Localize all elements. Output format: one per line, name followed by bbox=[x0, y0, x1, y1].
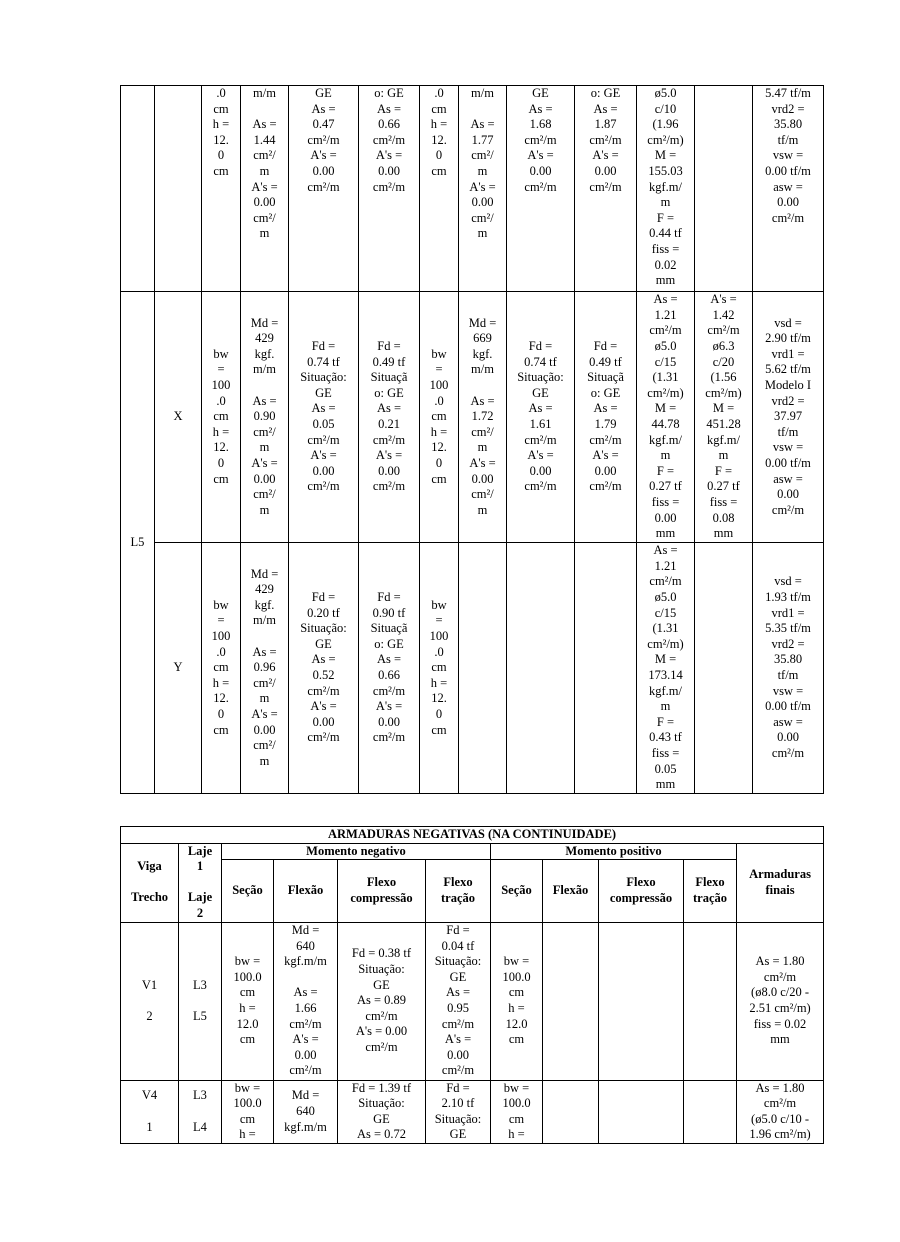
header-momento-positivo: Momento positivo bbox=[491, 843, 737, 860]
table-cell bbox=[543, 1080, 599, 1143]
header-viga: Viga Trecho bbox=[121, 843, 179, 922]
table-cell: o: GE As = 1.87 cm²/m A's = 0.00 cm²/m bbox=[575, 86, 637, 292]
table-cell: A's = 1.42 cm²/m ø6.3 c/20 (1.56 cm²/m) M = 451.28 kgf.m/ m F = 0.27 tf fiss = 0.08 mm bbox=[695, 292, 753, 543]
table-cell bbox=[695, 86, 753, 292]
table-cell bbox=[575, 543, 637, 794]
header-flexo-compressao: Flexo compressão bbox=[599, 860, 684, 922]
header-flexo-tracao: Flexo tração bbox=[684, 860, 737, 922]
table-cell: vsd = 1.93 tf/m vrd1 = 5.35 tf/m vrd2 = 35.80 tf/m vsw = 0.00 tf/m asw = 0.00 cm²/m bbox=[753, 543, 824, 794]
slab-label: L5 bbox=[121, 292, 155, 794]
table-cell: o: GE As = 0.66 cm²/m A's = 0.00 cm²/m bbox=[359, 86, 420, 292]
table-cell: Fd = 0.49 tf Situaçã o: GE As = 1.79 cm²/m A's = 0.00 cm²/m bbox=[575, 292, 637, 543]
table-cell: bw = 100.0 cm h = 12.0 cm bbox=[222, 922, 274, 1080]
laje-cell: L3 L4 bbox=[179, 1080, 222, 1143]
table-row bbox=[121, 543, 824, 794]
viga-cell: V4 1 bbox=[121, 1080, 179, 1143]
slab-reinforcement-table bbox=[120, 85, 824, 794]
table-cell: Fd = 1.39 tf Situação: GE As = 0.72 bbox=[338, 1080, 426, 1143]
table-cell bbox=[684, 922, 737, 1080]
table-cell: As = 1.21 cm²/m ø5.0 c/15 (1.31 cm²/m) M = 44.78 kgf.m/ m F = 0.27 tf fiss = 0.00 mm bbox=[637, 292, 695, 543]
viga-cell: V1 2 bbox=[121, 922, 179, 1080]
table-cell bbox=[543, 922, 599, 1080]
table-cell: Fd = 0.20 tf Situação: GE As = 0.52 cm²/m A's = 0.00 cm²/m bbox=[289, 543, 359, 794]
header-flexao: Flexão bbox=[543, 860, 599, 922]
header-laje: Laje 1 Laje 2 bbox=[179, 843, 222, 922]
table-cell: ø5.0 c/10 (1.96 cm²/m) M = 155.03 kgf.m/ m F = 0.44 tf fiss = 0.02 mm bbox=[637, 86, 695, 292]
table-cell bbox=[155, 86, 202, 292]
header-secao: Seção bbox=[491, 860, 543, 922]
header-flexao: Flexão bbox=[274, 860, 338, 922]
table-row bbox=[121, 292, 824, 543]
table-cell bbox=[599, 1080, 684, 1143]
table-cell: bw = 100.0 cm h = 12.0 cm bbox=[491, 922, 543, 1080]
table-cell: m/m As = 1.77 cm²/ m A's = 0.00 cm²/ m bbox=[459, 86, 507, 292]
table-cell bbox=[599, 922, 684, 1080]
table-cell: vsd = 2.90 tf/m vrd1 = 5.62 tf/m Modelo I vrd2 = 37.97 tf/m vsw = 0.00 tf/m asw = 0.00 cm²/m bbox=[753, 292, 824, 543]
table-cell: As = 1.21 cm²/m ø5.0 c/15 (1.31 cm²/m) M = 173.14 kgf.m/ m F = 0.43 tf fiss = 0.05 mm bbox=[637, 543, 695, 794]
table-cell: Fd = 0.74 tf Situação: GE As = 1.61 cm²/m A's = 0.00 cm²/m bbox=[507, 292, 575, 543]
table-row bbox=[121, 86, 824, 292]
table-title: ARMADURAS NEGATIVAS (NA CONTINUIDADE) bbox=[121, 827, 824, 844]
table-cell: Fd = 2.10 tf Situação: GE bbox=[426, 1080, 491, 1143]
table-cell: Fd = 0.04 tf Situação: GE As = 0.95 cm²/m A's = 0.00 cm²/m bbox=[426, 922, 491, 1080]
table-cell: 5.47 tf/m vrd2 = 35.80 tf/m vsw = 0.00 tf/m asw = 0.00 cm²/m bbox=[753, 86, 824, 292]
table-cell: Fd = 0.74 tf Situação: GE As = 0.05 cm²/m A's = 0.00 cm²/m bbox=[289, 292, 359, 543]
table-cell bbox=[507, 543, 575, 794]
table-cell: bw = 100.0 cm h = bbox=[222, 1080, 274, 1143]
table-cell: bw = 100 .0 cm h = 12. 0 cm bbox=[420, 543, 459, 794]
final-reinforcement-cell: As = 1.80 cm²/m (ø8.0 c/20 - 2.51 cm²/m) fiss = 0.02 mm bbox=[737, 922, 824, 1080]
header-secao: Seção bbox=[222, 860, 274, 922]
table-cell: Md = 429 kgf. m/m As = 0.96 cm²/ m A's = 0.00 cm²/ m bbox=[241, 543, 289, 794]
table-cell: m/m As = 1.44 cm²/ m A's = 0.00 cm²/ m bbox=[241, 86, 289, 292]
header-armaduras-finais: Armaduras finais bbox=[737, 843, 824, 922]
direction-label: X bbox=[155, 292, 202, 543]
table-row bbox=[121, 922, 824, 1080]
table-cell: Md = 669 kgf. m/m As = 1.72 cm²/ m A's = 0.00 cm²/ m bbox=[459, 292, 507, 543]
table-cell: bw = 100 .0 cm h = 12. 0 cm bbox=[202, 543, 241, 794]
table-cell: Md = 640 kgf.m/m bbox=[274, 1080, 338, 1143]
table-cell: GE As = 1.68 cm²/m A's = 0.00 cm²/m bbox=[507, 86, 575, 292]
table-cell: bw = 100 .0 cm h = 12. 0 cm bbox=[420, 292, 459, 543]
table-cell: .0 cm h = 12. 0 cm bbox=[202, 86, 241, 292]
table-cell: Fd = 0.38 tf Situação: GE As = 0.89 cm²/m A's = 0.00 cm²/m bbox=[338, 922, 426, 1080]
table-cell: Md = 640 kgf.m/m As = 1.66 cm²/m A's = 0.00 cm²/m bbox=[274, 922, 338, 1080]
table-cell: GE As = 0.47 cm²/m A's = 0.00 cm²/m bbox=[289, 86, 359, 292]
header-flexo-tracao: Flexo tração bbox=[426, 860, 491, 922]
table-cell: Md = 429 kgf. m/m As = 0.90 cm²/ m A's = 0.00 cm²/ m bbox=[241, 292, 289, 543]
table-cell bbox=[459, 543, 507, 794]
table-cell: Fd = 0.90 tf Situaçã o: GE As = 0.66 cm²/m A's = 0.00 cm²/m bbox=[359, 543, 420, 794]
laje-cell: L3 L5 bbox=[179, 922, 222, 1080]
negative-reinforcement-table bbox=[120, 826, 824, 1144]
table-cell: bw = 100 .0 cm h = 12. 0 cm bbox=[202, 292, 241, 543]
table-cell bbox=[121, 86, 155, 292]
table-cell bbox=[684, 1080, 737, 1143]
header-flexo-compressao: Flexo compressão bbox=[338, 860, 426, 922]
table-cell: bw = 100.0 cm h = bbox=[491, 1080, 543, 1143]
table-cell: .0 cm h = 12. 0 cm bbox=[420, 86, 459, 292]
table-row bbox=[121, 1080, 824, 1143]
direction-label: Y bbox=[155, 543, 202, 794]
header-momento-negativo: Momento negativo bbox=[222, 843, 491, 860]
table-cell: Fd = 0.49 tf Situaçã o: GE As = 0.21 cm²/m A's = 0.00 cm²/m bbox=[359, 292, 420, 543]
final-reinforcement-cell: As = 1.80 cm²/m (ø5.0 c/10 - 1.96 cm²/m) bbox=[737, 1080, 824, 1143]
table-cell bbox=[695, 543, 753, 794]
